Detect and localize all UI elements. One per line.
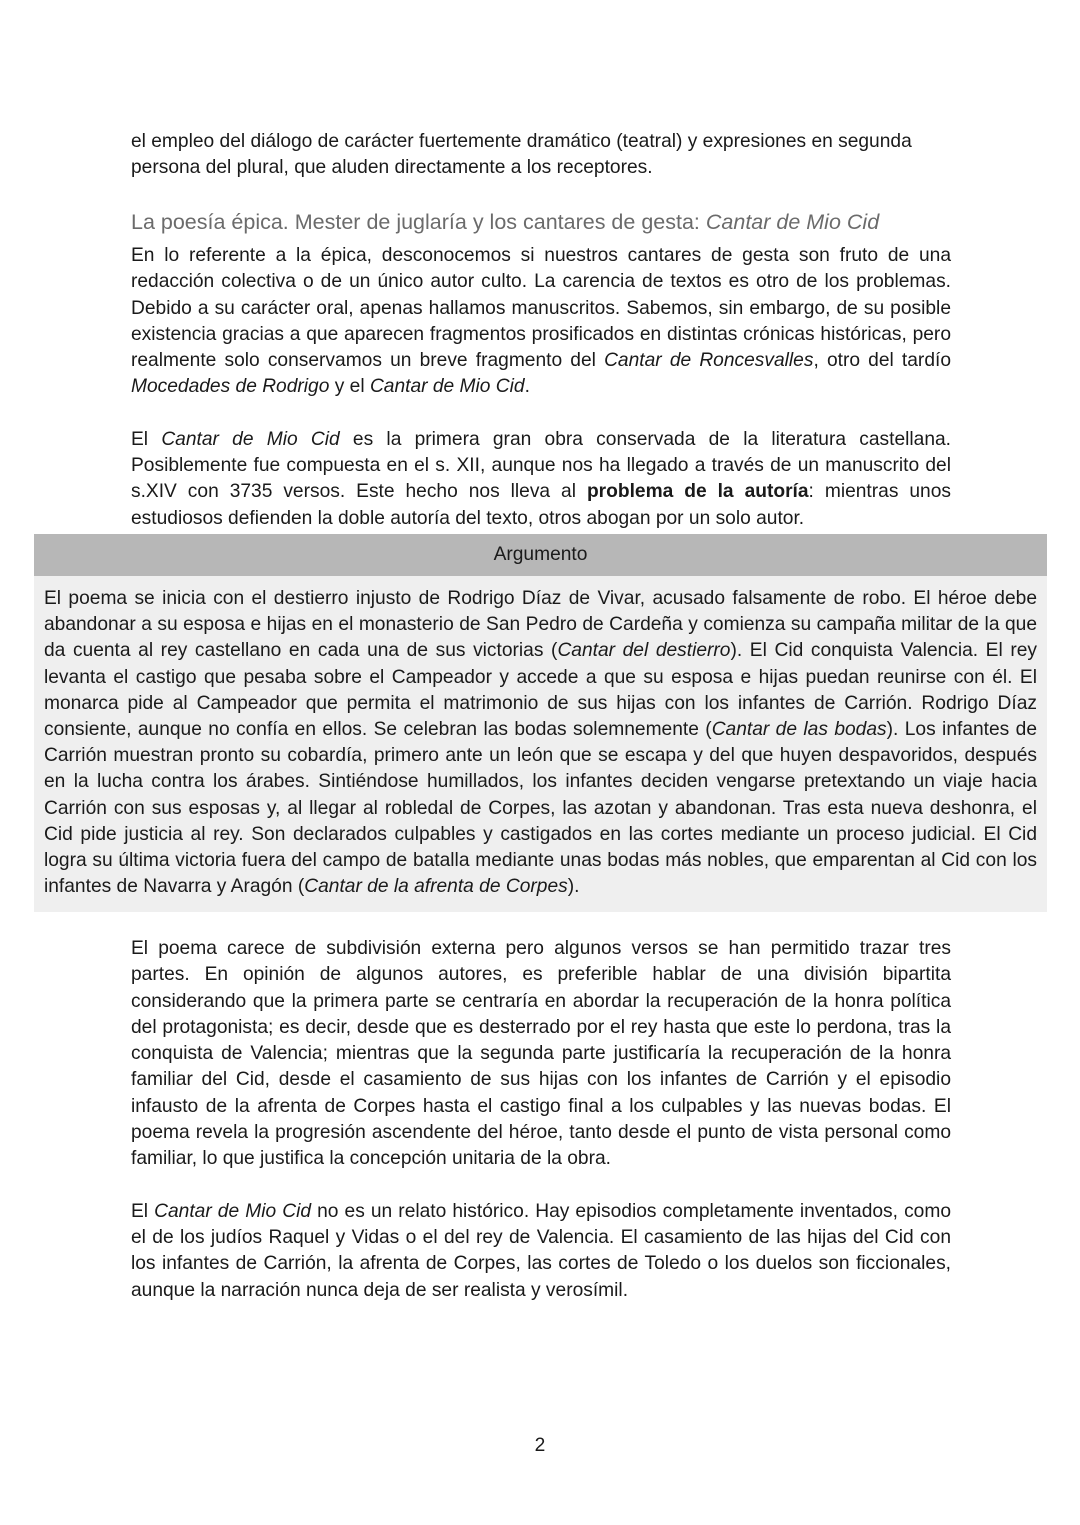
paragraph-gap <box>131 1173 951 1199</box>
epic-section <box>131 243 951 532</box>
italic-run: Cantar de Mio Cid <box>369 376 525 398</box>
summary-box <box>34 534 1047 912</box>
text-run: ). Los infantes de Carrión muestran pronto su cobardía, primero ante un león que se escapa y del que huyen despavoridos, después en la lucha contra los árabes. Sintiéndose humillados, los infantes deciden vengarse pretextando un viaje hacia Carrión con sus esposas y, al llegar al robledal de Corpes, las azotan y abandonan. Tras esta nueva deshonra, el Cid pide justicia al rey. Son declarados culpables y castigados en las cortes mediante un proceso judicial. El Cid logra su última victoria fuera del campo de batalla mediante unas bodas más nobles, que emparentan al Cid con los infantes de Navarra y Aragón ( <box>44 719 1037 898</box>
epic-paragraph-1 <box>131 243 951 401</box>
text-run: ). <box>567 876 580 898</box>
heading-text: La poesía épica. Mester de juglaría y los cantares de gesta: <box>131 210 706 234</box>
text-run: no es un relato histórico. Hay episodios completamente inventados, como el de los judíos Raquel y Vidas o el del rey de Valencia. El casamiento de las hijas del Cid con los infantes de Carrión, la afrenta de Corpes, las cortes de Toledo o los duelos son ficcionales, aunque la narración nunca deja de ser realista y verosímil. <box>131 1200 951 1301</box>
summary-text <box>34 576 1047 900</box>
italic-run: Mocedades de Rodrigo <box>131 376 330 398</box>
structure-paragraph: El poema carece de subdivisión externa pero algunos versos se han permitido trazar tres partes. En opinión de algunos autores, es preferible hablar de una división bipartita considerando que la primera parte se centraría en abordar la recuperación de la honra política del protagonista; es decir, desde que es desterrado por el rey hasta que este lo perdona, tras la conquista de Valencia; mientras que la segunda parte justificaría la recuperación de la honra familiar del Cid, desde el casamiento de sus hijas con los infantes de Carrión y el episodio infausto de la afrenta de Corpes hasta el castigo final a los culpables y las nuevas bodas. El poema revela la progresión ascendente del héroe, tanto desde el punto de vista personal como familiar, lo que justifica la concepción unitaria de la obra. <box>131 938 951 1170</box>
paragraph-gap <box>131 401 951 427</box>
italic-run: Cantar de las bodas <box>711 719 887 741</box>
italic-run: Cantar de la afrenta de Corpes <box>304 876 568 898</box>
epic-paragraph-2 <box>131 427 951 532</box>
text-run: es la primera gran obra conservada de la literatura castellana. Posiblemente fue compuesta en el s. XII, aunque nos ha llegado a través de un manuscrito del s.XIV con 3735 versos. Este hecho nos lleva al <box>131 428 951 503</box>
italic-run: Cantar de Roncesvalles <box>604 350 814 372</box>
page-number: 2 <box>534 1435 546 1456</box>
text-run: , otro del tardío <box>813 350 951 372</box>
text-run: El <box>131 1200 155 1222</box>
text-run: . <box>524 376 530 398</box>
text-run: En lo referente a la épica, desconocemos si nuestros cantares de gesta son fruto de una redacción colectiva o de un único autor culto. La carencia de textos es otro de los problemas. Debido a su carácter oral, apenas hallamos manuscritos. Sabemos, sin embargo, de su posible existencia gracias a que aparecen fragmentos prosificados en distintas crónicas históricas, pero realmente solo conservamos un breve fragmento del <box>131 245 951 372</box>
text-run: y el <box>329 376 370 398</box>
text-run: : mientras unos estudiosos defienden la doble autoría del texto, otros abogan por un solo autor. <box>131 481 951 529</box>
intro-text: el empleo del diálogo de carácter fuertemente dramático (teatral) y expresiones en segunda persona del plural, que aluden directamente a los receptores. <box>131 131 912 179</box>
intro-paragraph <box>131 129 951 182</box>
section-heading <box>131 207 951 237</box>
text-run: El <box>131 428 162 450</box>
italic-run: Cantar de Mio Cid <box>161 428 340 450</box>
text-run: ). El Cid conquista Valencia. El rey levanta el castigo que pesaba sobre el Campeador y accede a que su esposa e hijas puedan reunirse con él. El monarca pide al Campeador que permita el matrimonio de sus hijas con los infantes de Carrión. Rodrigo Díaz consiente, aunque no confía en ellos. Se celebran las bodas solemnemente ( <box>44 640 1037 741</box>
heading-italic: Cantar de Mio Cid <box>705 210 880 234</box>
history-paragraph <box>131 1199 951 1304</box>
summary-title: Argumento <box>34 534 1047 576</box>
italic-run: Cantar de Mio Cid <box>154 1200 312 1222</box>
bold-run: problema de la autoría <box>586 481 809 503</box>
structure-section <box>131 936 951 1304</box>
text-run: El poema se inicia con el destierro injusto de Rodrigo Díaz de Vivar, acusado falsamente de robo. El héroe debe abandonar a su esposa e hijas en el monasterio de San Pedro de Cardeña y comienza su campaña militar de la que da cuenta al rey castellano en cada una de sus victorias ( <box>44 588 1037 662</box>
italic-run: Cantar del destierro <box>557 640 731 662</box>
